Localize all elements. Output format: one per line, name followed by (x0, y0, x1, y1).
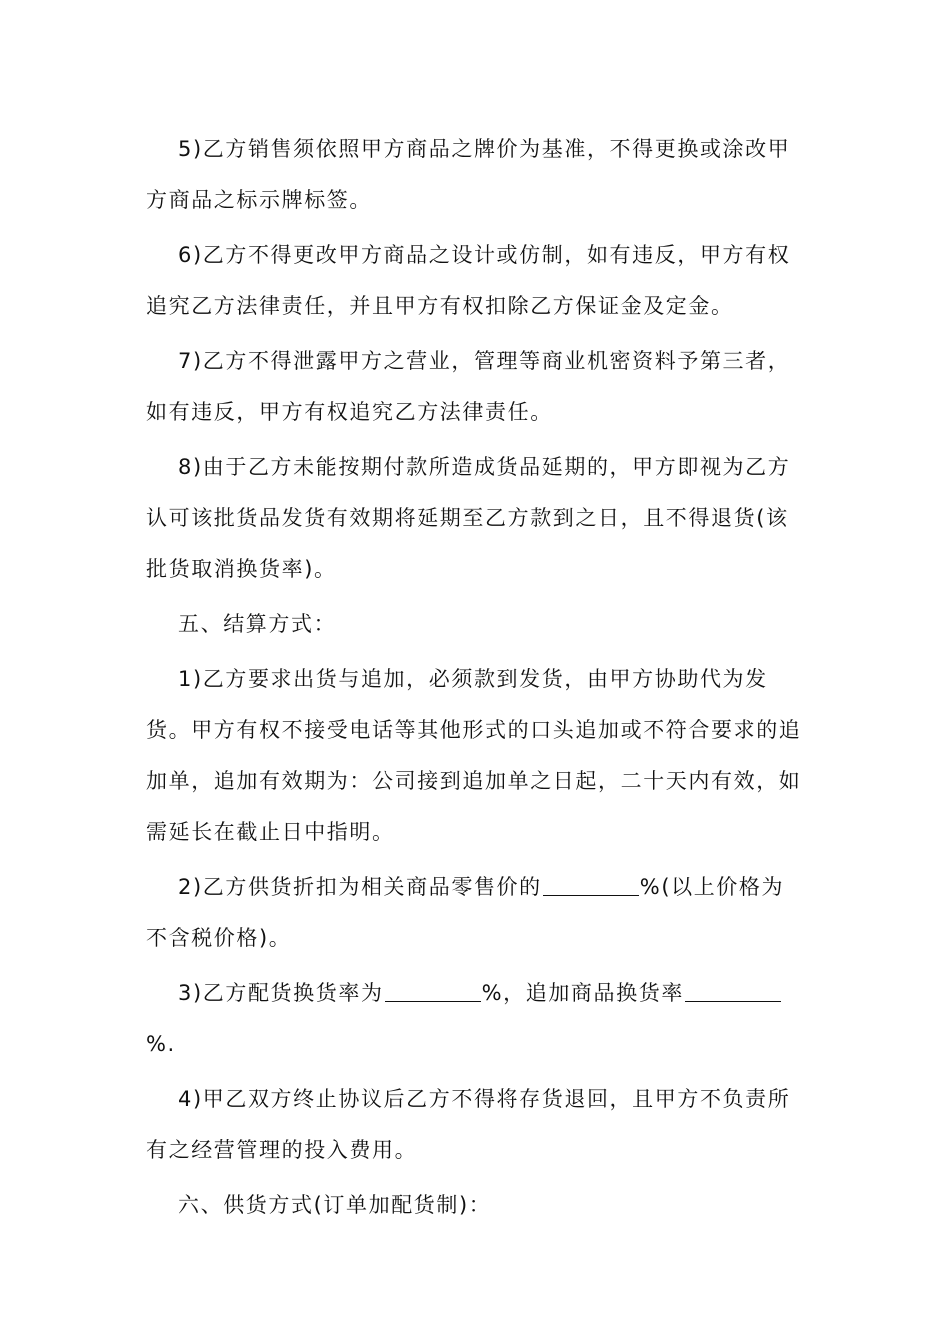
settlement-item-3-text-before: 3)乙方配货换货率为 (178, 981, 384, 1005)
clause-7: 7)乙方不得泄露甲方之营业，管理等商业机密资料予第三者，如有违反，甲方有权追究乙方法律责任。 (146, 349, 791, 424)
section-5-title: 五、结算方式： (178, 612, 337, 636)
exchange-rate-blank-field (385, 981, 481, 1002)
settlement-item-3-text-after: %. (146, 1032, 176, 1056)
settlement-item-1: 1)乙方要求出货与追加，必须款到发货，由甲方协助代为发货。甲方有权不接受电话等其他形式的口头追加或不符合要求的追加单，追加有效期为：公司接到追加单之日起，二十天内有效，如需延长在截止日中指明。 (146, 667, 802, 844)
settlement-item-4: 4)甲乙双方终止协议后乙方不得将存货退回，且甲方不负责所有之经营管理的投入费用。 (146, 1087, 791, 1162)
discount-blank-field (543, 875, 639, 896)
document-body (146, 124, 806, 1235)
settlement-item-2 (146, 862, 806, 964)
clause-6: 6)乙方不得更改甲方商品之设计或仿制，如有违反，甲方有权追究乙方法律责任，并且甲方有权扣除乙方保证金及定金。 (146, 243, 791, 318)
settlement-item-2-text-after: %(以上价格为不含税价格)。 (146, 875, 785, 950)
clause-8: 8)由于乙方未能按期付款所造成货品延期的，甲方即视为乙方认可该批货品发货有效期将延期至乙方款到之日，且不得退货(该批货取消换货率)。 (146, 455, 791, 581)
section-6-title: 六、供货方式(订单加配货制)： (178, 1193, 492, 1217)
clause-5: 5)乙方销售须依照甲方商品之牌价为基准，不得更换或涂改甲方商品之标示牌标签。 (146, 137, 791, 212)
settlement-item-3-text-middle: %，追加商品换货率 (481, 981, 684, 1005)
settlement-item-3 (146, 968, 806, 1070)
additional-exchange-rate-blank-field (685, 981, 781, 1002)
settlement-item-2-text-before: 2)乙方供货折扣为相关商品零售价的 (178, 875, 542, 899)
